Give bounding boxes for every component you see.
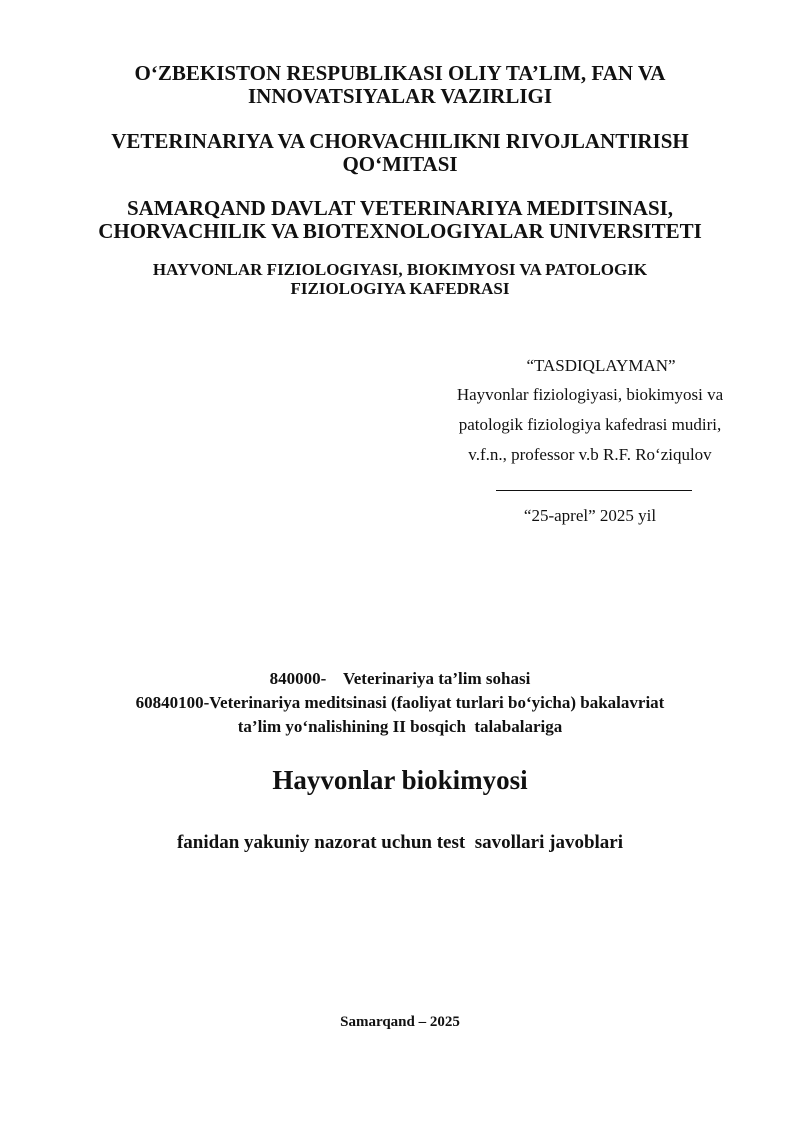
- city-year: Samarqand – 2025: [340, 1014, 460, 1030]
- program-block: [0, 667, 800, 739]
- committee-heading: [0, 130, 800, 176]
- department-heading: [0, 260, 800, 298]
- subject-title: Hayvonlar biokimyosi: [272, 765, 528, 795]
- committee-line-1: VETERINARIYA VA CHORVACHILIKNI RIVOJLANTIRISH: [111, 129, 689, 153]
- program-line-1: 840000- Veterinariya ta’lim sohasi: [269, 669, 531, 688]
- approval-block: [420, 352, 760, 527]
- department-line-1: HAYVONLAR FIZIOLOGIYASI, BIOKIMYOSI VA PATOLOGIK: [152, 260, 648, 279]
- ministry-line-2: INNOVATSIYALAR VAZIRLIGI: [247, 84, 553, 108]
- university-line-1: SAMARQAND DAVLAT VETERINARIYA MEDITSINASI,: [126, 196, 674, 220]
- approval-line-2: patologik fiziologiya kafedrasi mudiri,: [458, 415, 722, 434]
- program-line-3: ta’lim yo‘nalishining II bosqich talabalariga: [237, 717, 563, 736]
- department-line-2: FIZIOLOGIYA KAFEDRASI: [290, 279, 510, 298]
- university-heading: [0, 197, 800, 243]
- approval-title: “TASDIQLAYMAN”: [526, 356, 676, 375]
- committee-line-2: QO‘MITASI: [342, 152, 458, 176]
- approval-line-3: v.f.n., professor v.b R.F. Ro‘ziqulov: [468, 445, 712, 464]
- signature-line: [496, 490, 692, 491]
- university-line-2: CHORVACHILIK VA BIOTEXNOLOGIYALAR UNIVERSITETI: [98, 219, 702, 243]
- approval-line-1: Hayvonlar fiziologiyasi, biokimyosi va: [456, 385, 724, 404]
- ministry-heading: [0, 62, 800, 108]
- approval-date: “25-aprel” 2025 yil: [523, 506, 657, 525]
- ministry-line-1: O‘ZBEKISTON RESPUBLIKASI OLIY TA’LIM, FAN VA: [134, 61, 666, 85]
- purpose-subtitle: fanidan yakuniy nazorat uchun test savollari javoblari: [176, 832, 624, 853]
- program-line-2: 60840100-Veterinariya meditsinasi (faoliyat turlari bo‘yicha) bakalavriat: [135, 693, 665, 712]
